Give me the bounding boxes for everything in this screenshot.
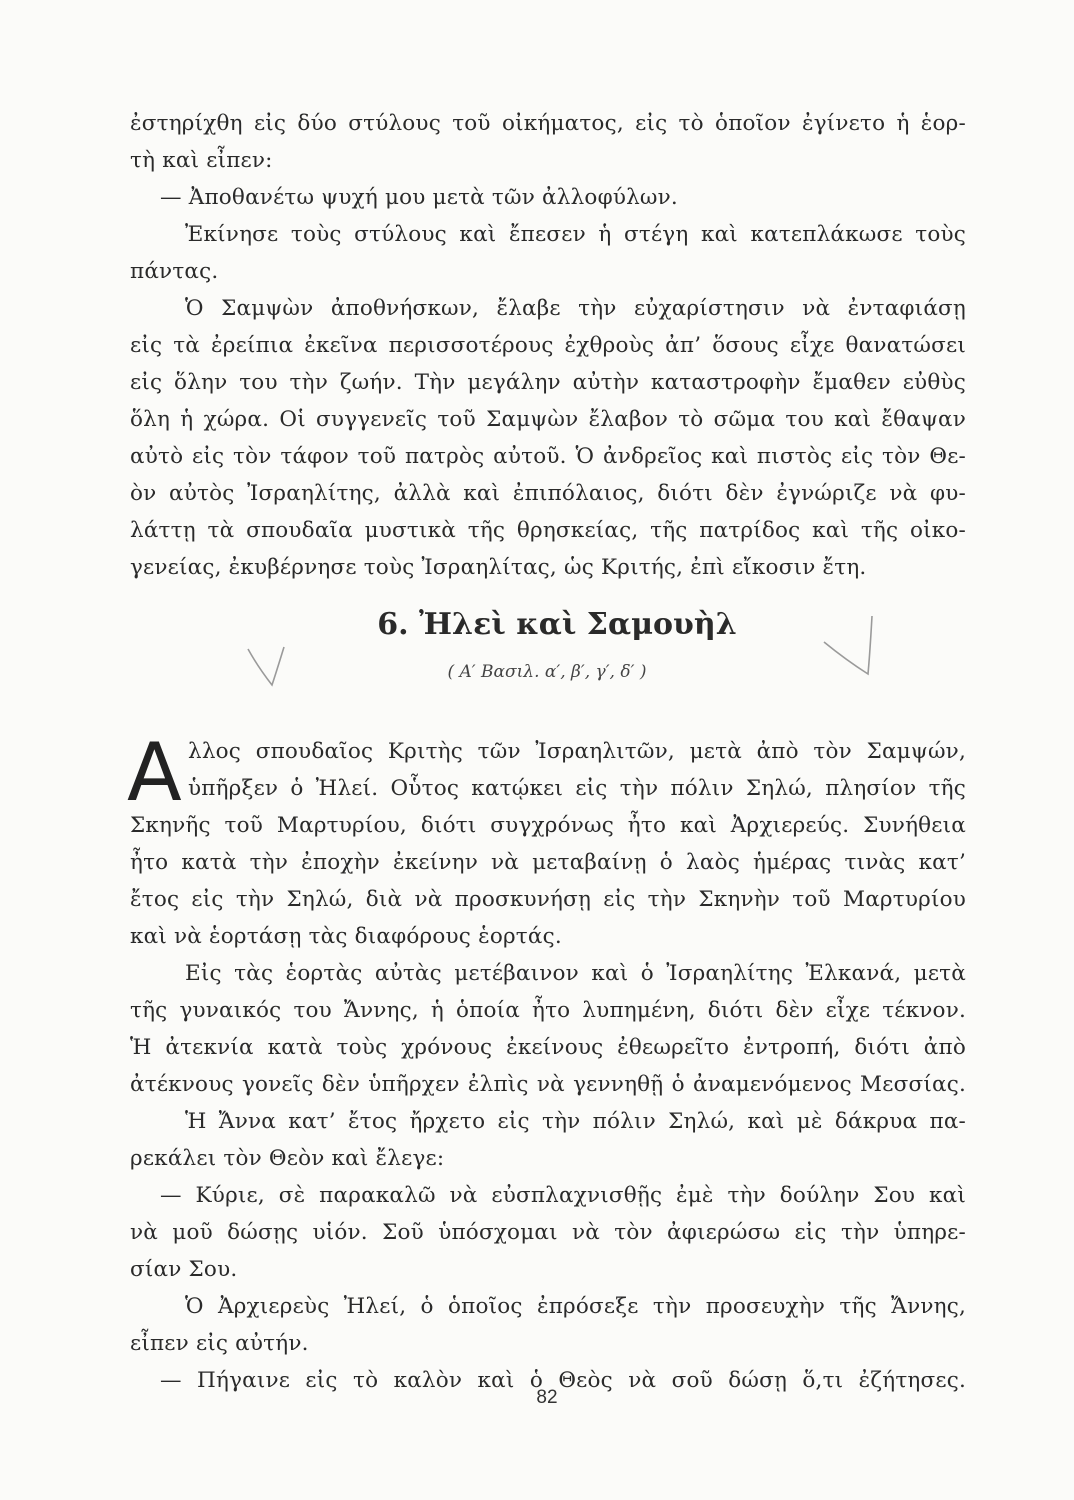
text-line: ἐστηρίχθη εἰς δύο στύλους τοῦ οἰκήματος, εἰς τὸ ὁποῖον ἐγίνετο ἡ ἑορ- — [130, 111, 966, 136]
dialogue-line: — Ἀποθανέτω ψυχή μου μετὰ τῶν ἀλλοφύλων. — [160, 185, 678, 210]
text-line: ρεκάλει τὸν Θεὸν καὶ ἔλεγε: — [130, 1146, 445, 1171]
text-line: τῆς γυναικός του Ἄννης, ἡ ὁποία ἦτο λυπημένη, διότι δὲν εἶχε τέκνον. — [130, 998, 966, 1023]
paragraph-start-line: Ἡ Ἄννα κατ’ ἔτος ἤρχετο εἰς τὴν πόλιν Σηλώ, καὶ μὲ δάκρυα πα- — [185, 1109, 966, 1134]
paragraph-start-line: Εἰς τὰς ἑορτὰς αὐτὰς μετέβαινον καὶ ὁ Ἰσραηλίτης Ἐλκανά, μετὰ — [185, 961, 966, 986]
paragraph-start-line: Ὁ Ἀρχιερεὺς Ἠλεί, ὁ ὁποῖος ἐπρόσεξε τὴν προσευχὴν τῆς Ἄννης, — [185, 1294, 966, 1319]
chapter-title: 6. Ἠλεὶ καὶ Σαμουὴλ — [377, 607, 737, 642]
paragraph-start-line: Ἐκίνησε τοὺς στύλους καὶ ἔπεσεν ἡ στέγη καὶ κατεπλάκωσε τοὺς — [185, 222, 966, 247]
top-paragraphs — [130, 105, 966, 586]
text-line: Ἡ ἀτεκνία κατὰ τοὺς χρόνους ἐκείνους ἐθεωρεῖτο ἐντροπή, διότι ἀπὸ — [130, 1035, 966, 1060]
pencil-check-mark-left — [244, 643, 294, 691]
text-line: γενείας, ἐκυβέρνησε τοὺς Ἰσραηλίτας, ὡς Κριτής, ἐπὶ εἴκοσιν ἔτη. — [130, 555, 867, 580]
text-line: εἰς ὅλην του τὴν ζωήν. Τὴν μεγάλην αὐτὴν καταστροφὴν ἔμαθεν εὐθὺς — [130, 370, 966, 395]
text-line: ἀτέκνους γονεῖς δὲν ὑπῆρχεν ἐλπὶς νὰ γεννηθῇ ὁ ἀναμενόμενος Μεσσίας. — [130, 1072, 966, 1097]
page-number: 82 — [536, 1387, 558, 1408]
text-line: εἶπεν εἰς αὐτήν. — [130, 1331, 309, 1356]
text-line: πάντας. — [130, 259, 219, 284]
text-line: εἰς τὰ ἐρείπια ἐκεῖνα περισσοτέρους ἐχθροὺς ἀπ’ ὅσους εἶχε θανατώσει — [130, 333, 966, 358]
drop-cap: Α — [127, 726, 182, 819]
text-line: τὴ καὶ εἶπεν: — [130, 148, 273, 173]
dialogue-line: — Πήγαινε εἰς τὸ καλὸν καὶ ὁ Θεὸς νὰ σοῦ δώσῃ ὅ,τι ἐζήτησες. — [160, 1368, 966, 1393]
main-paragraphs — [130, 733, 966, 1399]
dialogue-line: — Κύριε, σὲ παρακαλῶ νὰ εὐσπλαχνισθῇς ἐμὲ τὴν δούλην Σου καὶ — [160, 1183, 966, 1208]
text-line: ἦτο κατὰ τὴν ἐποχὴν ἐκείνην νὰ μεταβαίνῃ ὁ λαὸς ἡμέρας τινὰς κατ’ — [130, 850, 966, 875]
text-line: λάττῃ τὰ σπουδαῖα μυστικὰ τῆς θρησκείας, τῆς πατρίδος καὶ τῆς οἰκο- — [130, 518, 966, 543]
text-line: ὑπῆρξεν ὁ Ἠλεί. Οὗτος κατῴκει εἰς τὴν πόλιν Σηλώ, πλησίον τῆς — [188, 776, 966, 801]
pencil-check-mark-right — [820, 612, 880, 682]
paragraph-start-line: Ὁ Σαμψὼν ἀποθνήσκων, ἔλαβε τὴν εὐχαρίστησιν νὰ ἐνταφιάσῃ — [185, 296, 966, 321]
text-line: ὅλη ἡ χώρα. Οἱ συγγενεῖς τοῦ Σαμψὼν ἔλαβον τὸ σῶμα του καὶ ἔθαψαν — [130, 407, 966, 432]
text-line: αὐτὸ εἰς τὸν τάφον τοῦ πατρὸς αὐτοῦ. Ὁ ἀνδρεῖος καὶ πιστὸς εἰς τὸν Θε- — [130, 444, 966, 469]
text-line: καὶ νὰ ἑορτάσῃ τὰς διαφόρους ἑορτάς. — [130, 924, 562, 949]
chapter-reference: ( Α′ Βασιλ. α′, β′, γ′, δ′ ) — [447, 662, 647, 682]
text-line: ἔτος εἰς τὴν Σηλώ, διὰ νὰ προσκυνήσῃ εἰς τὴν Σκηνὴν τοῦ Μαρτυρίου — [130, 887, 966, 912]
text-line: λλος σπουδαῖος Κριτὴς τῶν Ἰσραηλιτῶν, μετὰ ἀπὸ τὸν Σαμψών, — [188, 739, 966, 764]
text-line: νὰ μοῦ δώσῃς υἱόν. Σοῦ ὑπόσχομαι νὰ τὸν ἀφιερώσω εἰς τὴν ὑπηρε- — [130, 1220, 966, 1245]
text-line: σίαν Σου. — [130, 1257, 238, 1282]
text-line: Σκηνῆς τοῦ Μαρτυρίου, διότι συγχρόνως ἦτο καὶ Ἀρχιερεύς. Συνήθεια — [130, 813, 966, 838]
text-line: ὸν αὐτὸς Ἰσραηλίτης, ἀλλὰ καὶ ἐπιπόλαιος, διότι δὲν ἐγνώριζε νὰ φυ- — [130, 481, 966, 506]
